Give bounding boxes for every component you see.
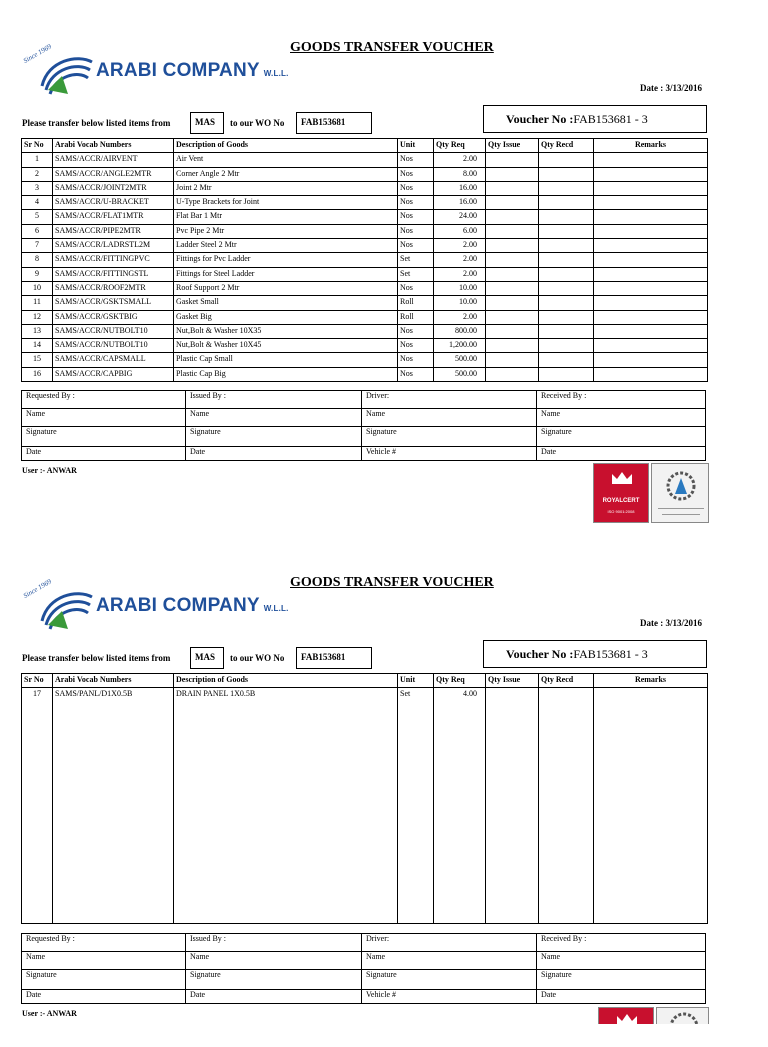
cell-vocab-number: SAMS/ACCR/NUTBOLT10: [53, 324, 174, 338]
cell-unit: Nos: [398, 196, 434, 210]
cell-remarks: [594, 339, 708, 353]
received-by-label: Received By :: [537, 934, 706, 952]
cell-remarks: [594, 196, 708, 210]
table-row: [22, 367, 708, 381]
voucher-date: Date : 3/13/2016: [640, 83, 702, 93]
cell-unit: Nos: [398, 224, 434, 238]
cell-qty-recd: [539, 153, 594, 167]
cell-qty-issue: [486, 688, 539, 924]
cell-description: U-Type Brackets for Joint: [174, 196, 398, 210]
col-sr-no: Sr No: [22, 139, 53, 153]
cell-vocab-number: SAMS/ACCR/GSKTBIG: [53, 310, 174, 324]
col-vocab-number: Arabi Vocab Numbers: [53, 139, 174, 153]
col-qty-req: Qty Req: [434, 139, 486, 153]
items-table: [21, 673, 708, 924]
cell-sr-no: 8: [22, 253, 53, 267]
cell-remarks: [594, 324, 708, 338]
cell-qty-issue: [486, 353, 539, 367]
accreditation-lines: [662, 514, 700, 515]
table-row: [22, 224, 708, 238]
cell-remarks: [594, 224, 708, 238]
table-row: [22, 210, 708, 224]
cell-qty-issue: [486, 196, 539, 210]
cell-description: Plastic Cap Small: [174, 353, 398, 367]
cell-remarks: [594, 210, 708, 224]
name-label: Name: [186, 409, 362, 427]
cell-sr-no: 11: [22, 296, 53, 310]
company-suffix: W.L.L.: [263, 604, 289, 613]
date-label: Date: [22, 447, 186, 461]
table-row: [22, 310, 708, 324]
table-row: [22, 688, 708, 924]
cell-qty-issue: [486, 181, 539, 195]
cell-sr-no: 4: [22, 196, 53, 210]
table-row: [22, 167, 708, 181]
signature-label: Signature: [22, 970, 186, 990]
cell-description: Fittings for Steel Ladder: [174, 267, 398, 281]
cell-qty-issue: [486, 367, 539, 381]
driver-label: Driver:: [362, 934, 537, 952]
cell-sr-no: 12: [22, 310, 53, 324]
cell-remarks: [594, 253, 708, 267]
signature-label: Signature: [362, 427, 537, 447]
cell-remarks: [594, 181, 708, 195]
cell-qty-issue: [486, 310, 539, 324]
cell-qty-issue: [486, 210, 539, 224]
cell-qty-recd: [539, 224, 594, 238]
since-tagline: Since 1969: [22, 577, 53, 600]
transfer-instruction: Please transfer below listed items from: [22, 118, 171, 128]
from-store-field: MAS: [190, 112, 224, 134]
cell-qty-recd: [539, 353, 594, 367]
cell-qty-recd: [539, 367, 594, 381]
issued-by-label: Issued By :: [186, 934, 362, 952]
col-remarks: Remarks: [594, 139, 708, 153]
cell-sr-no: 6: [22, 224, 53, 238]
cell-qty-recd: [539, 196, 594, 210]
table-header-row: [22, 139, 708, 153]
date-label: Date: [22, 990, 186, 1004]
cell-unit: Nos: [398, 167, 434, 181]
cell-qty-req: 6.00: [434, 224, 486, 238]
cell-qty-req: 16.00: [434, 196, 486, 210]
cell-description: Fittings for Pvc Ladder: [174, 253, 398, 267]
voucher-date: Date : 3/13/2016: [640, 618, 702, 628]
cell-qty-recd: [539, 210, 594, 224]
cell-vocab-number: SAMS/ACCR/LADRSTL2M: [53, 239, 174, 253]
iso-text: ISO 9001:2008: [607, 509, 635, 514]
name-label: Name: [537, 409, 706, 427]
cell-qty-req: 2.00: [434, 253, 486, 267]
cell-unit: Nos: [398, 367, 434, 381]
cell-qty-issue: [486, 224, 539, 238]
cell-unit: Set: [398, 688, 434, 924]
voucher-title: GOODS TRANSFER VOUCHER: [290, 575, 494, 590]
wo-label: to our WO No: [230, 118, 285, 128]
accreditation-badge: [656, 1007, 709, 1024]
col-description: Description of Goods: [174, 139, 398, 153]
cell-sr-no: 9: [22, 267, 53, 281]
cell-remarks: [594, 167, 708, 181]
cell-qty-recd: [539, 310, 594, 324]
table-row: [22, 353, 708, 367]
cell-sr-no: 13: [22, 324, 53, 338]
cell-vocab-number: SAMS/ACCR/U-BRACKET: [53, 196, 174, 210]
cell-qty-recd: [539, 296, 594, 310]
wo-number-field: FAB153681: [296, 647, 372, 669]
cell-vocab-number: SAMS/ACCR/AIRVENT: [53, 153, 174, 167]
cell-sr-no: 15: [22, 353, 53, 367]
table-row: [22, 153, 708, 167]
cell-remarks: [594, 296, 708, 310]
cell-remarks: [594, 239, 708, 253]
cell-unit: Set: [398, 253, 434, 267]
cell-description: Nut,Bolt & Washer 10X35: [174, 324, 398, 338]
cell-remarks: [594, 310, 708, 324]
cell-description: Ladder Steel 2 Mtr: [174, 239, 398, 253]
cell-description: Pvc Pipe 2 Mtr: [174, 224, 398, 238]
cell-unit: Nos: [398, 353, 434, 367]
cell-qty-issue: [486, 296, 539, 310]
col-qty-recd: Qty Recd: [539, 139, 594, 153]
cell-qty-recd: [539, 688, 594, 924]
voucher-page-2: [0, 535, 768, 1047]
col-qty-issue: Qty Issue: [486, 139, 539, 153]
cell-description: Air Vent: [174, 153, 398, 167]
company-logo-icon: [38, 50, 94, 98]
cell-vocab-number: SAMS/ACCR/GSKTSMALL: [53, 296, 174, 310]
cell-vocab-number: SAMS/ACCR/CAPBIG: [53, 367, 174, 381]
cell-qty-issue: [486, 239, 539, 253]
name-label: Name: [362, 409, 537, 427]
table-row: [22, 296, 708, 310]
items-table: [21, 138, 708, 382]
signature-label: Signature: [362, 970, 537, 990]
cell-unit: Nos: [398, 339, 434, 353]
cell-qty-req: 2.00: [434, 153, 486, 167]
cell-vocab-number: SAMS/ACCR/FITTINGSTL: [53, 267, 174, 281]
cell-qty-req: 1,200.00: [434, 339, 486, 353]
certification-badges: [593, 463, 709, 525]
cell-remarks: [594, 267, 708, 281]
company-name: ARABI COMPANY W.L.L.: [96, 60, 289, 81]
vehicle-label: Vehicle #: [362, 990, 537, 1004]
cell-qty-req: 2.00: [434, 239, 486, 253]
cell-vocab-number: SAMS/ACCR/FITTINGPVC: [53, 253, 174, 267]
user-label: User :- ANWAR: [22, 1009, 77, 1018]
cell-remarks: [594, 353, 708, 367]
received-by-label: Received By :: [537, 391, 706, 409]
cell-sr-no: 7: [22, 239, 53, 253]
col-qty-recd: Qty Recd: [539, 674, 594, 688]
cell-description: DRAIN PANEL 1X0.5B: [174, 688, 398, 924]
user-label: User :- ANWAR: [22, 466, 77, 475]
cell-vocab-number: SAMS/ACCR/PIPE2MTR: [53, 224, 174, 238]
cell-qty-issue: [486, 324, 539, 338]
cell-qty-issue: [486, 267, 539, 281]
col-unit: Unit: [398, 139, 434, 153]
cell-sr-no: 16: [22, 367, 53, 381]
signature-label: Signature: [537, 427, 706, 447]
voucher-page-1: [0, 0, 768, 512]
table-row: [22, 196, 708, 210]
table-row: [22, 253, 708, 267]
cell-remarks: [594, 367, 708, 381]
table-row: [22, 281, 708, 295]
royalcert-badge: [593, 463, 649, 523]
cell-qty-req: 800.00: [434, 324, 486, 338]
cell-qty-recd: [539, 253, 594, 267]
cell-unit: Roll: [398, 310, 434, 324]
cell-vocab-number: SAMS/ACCR/ROOF2MTR: [53, 281, 174, 295]
company-logo-icon: [38, 585, 94, 633]
signoff-table: [21, 390, 706, 461]
royalcert-badge: [598, 1007, 654, 1024]
cell-qty-recd: [539, 339, 594, 353]
cell-qty-recd: [539, 324, 594, 338]
cell-sr-no: 10: [22, 281, 53, 295]
cell-vocab-number: SAMS/ACCR/ANGLE2MTR: [53, 167, 174, 181]
table-row: [22, 181, 708, 195]
signature-label: Signature: [537, 970, 706, 990]
cell-qty-recd: [539, 281, 594, 295]
cell-description: Gasket Big: [174, 310, 398, 324]
cell-qty-req: 500.00: [434, 367, 486, 381]
cell-qty-recd: [539, 181, 594, 195]
table-row: [22, 324, 708, 338]
cell-qty-recd: [539, 167, 594, 181]
cell-unit: Nos: [398, 153, 434, 167]
cell-qty-recd: [539, 239, 594, 253]
cell-unit: Nos: [398, 324, 434, 338]
signature-label: Signature: [186, 427, 362, 447]
cell-unit: Nos: [398, 239, 434, 253]
cell-qty-req: 16.00: [434, 181, 486, 195]
from-store-field: MAS: [190, 647, 224, 669]
cell-qty-issue: [486, 339, 539, 353]
crown-icon: [615, 1012, 639, 1024]
cell-qty-issue: [486, 153, 539, 167]
cell-sr-no: 3: [22, 181, 53, 195]
date-label: Date: [186, 990, 362, 1004]
cell-qty-req: 2.00: [434, 310, 486, 324]
voucher-number-box: Voucher No :FAB153681 - 3: [483, 105, 707, 133]
col-vocab-number: Arabi Vocab Numbers: [53, 674, 174, 688]
voucher-title: GOODS TRANSFER VOUCHER: [290, 40, 494, 55]
cell-sr-no: 2: [22, 167, 53, 181]
name-label: Name: [537, 952, 706, 970]
requested-by-label: Requested By :: [22, 934, 186, 952]
name-label: Name: [22, 409, 186, 427]
cell-qty-req: 10.00: [434, 296, 486, 310]
cell-vocab-number: SAMS/ACCR/CAPSMALL: [53, 353, 174, 367]
cell-qty-issue: [486, 253, 539, 267]
cell-description: Plastic Cap Big: [174, 367, 398, 381]
since-tagline: Since 1969: [22, 42, 53, 65]
date-label: Date: [186, 447, 362, 461]
driver-label: Driver:: [362, 391, 537, 409]
signoff-table: [21, 933, 706, 1004]
cell-qty-req: 24.00: [434, 210, 486, 224]
table-row: [22, 239, 708, 253]
accreditation-lines: [658, 508, 704, 509]
col-description: Description of Goods: [174, 674, 398, 688]
cell-description: Corner Angle 2 Mtr: [174, 167, 398, 181]
cell-description: Nut,Bolt & Washer 10X45: [174, 339, 398, 353]
royalcert-text: ROYALCERT: [602, 498, 640, 504]
cell-sr-no: 14: [22, 339, 53, 353]
name-label: Name: [362, 952, 537, 970]
crown-icon: [610, 470, 634, 486]
accreditation-badge: [651, 463, 709, 523]
accreditation-icon: [668, 1011, 700, 1024]
signature-label: Signature: [22, 427, 186, 447]
wo-number-field: FAB153681: [296, 112, 372, 134]
cell-description: Flat Bar 1 Mtr: [174, 210, 398, 224]
table-row: [22, 339, 708, 353]
wo-label: to our WO No: [230, 653, 285, 663]
certification-badges: [593, 1007, 709, 1024]
cell-qty-req: 500.00: [434, 353, 486, 367]
signature-label: Signature: [186, 970, 362, 990]
cell-sr-no: 1: [22, 153, 53, 167]
transfer-instruction: Please transfer below listed items from: [22, 653, 171, 663]
cell-qty-issue: [486, 281, 539, 295]
requested-by-label: Requested By :: [22, 391, 186, 409]
company-suffix: W.L.L.: [263, 69, 289, 78]
cell-unit: Set: [398, 267, 434, 281]
cell-sr-no: 5: [22, 210, 53, 224]
cell-remarks: [594, 281, 708, 295]
cell-qty-recd: [539, 267, 594, 281]
name-label: Name: [22, 952, 186, 970]
cell-unit: Nos: [398, 281, 434, 295]
cell-vocab-number: SAMS/ACCR/JOINT2MTR: [53, 181, 174, 195]
col-qty-issue: Qty Issue: [486, 674, 539, 688]
date-label: Date: [537, 990, 706, 1004]
cell-vocab-number: SAMS/PANL/D1X0.5B: [53, 688, 174, 924]
col-remarks: Remarks: [594, 674, 708, 688]
name-label: Name: [186, 952, 362, 970]
cell-qty-req: 2.00: [434, 267, 486, 281]
cell-unit: Nos: [398, 210, 434, 224]
cell-vocab-number: SAMS/ACCR/NUTBOLT10: [53, 339, 174, 353]
cell-qty-req: 10.00: [434, 281, 486, 295]
cell-description: Joint 2 Mtr: [174, 181, 398, 195]
col-qty-req: Qty Req: [434, 674, 486, 688]
col-sr-no: Sr No: [22, 674, 53, 688]
table-header-row: [22, 674, 708, 688]
cell-remarks: [594, 688, 708, 924]
accreditation-icon: [665, 470, 697, 502]
vehicle-label: Vehicle #: [362, 447, 537, 461]
date-label: Date: [537, 447, 706, 461]
col-unit: Unit: [398, 674, 434, 688]
issued-by-label: Issued By :: [186, 391, 362, 409]
cell-qty-req: 8.00: [434, 167, 486, 181]
cell-unit: Roll: [398, 296, 434, 310]
cell-vocab-number: SAMS/ACCR/FLAT1MTR: [53, 210, 174, 224]
cell-description: Roof Support 2 Mtr: [174, 281, 398, 295]
company-name: ARABI COMPANY W.L.L.: [96, 595, 289, 616]
cell-qty-req: 4.00: [434, 688, 486, 924]
cell-description: Gasket Small: [174, 296, 398, 310]
voucher-number-box: Voucher No :FAB153681 - 3: [483, 640, 707, 668]
table-row: [22, 267, 708, 281]
cell-unit: Nos: [398, 181, 434, 195]
cell-remarks: [594, 153, 708, 167]
cell-sr-no: 17: [22, 688, 53, 924]
cell-qty-issue: [486, 167, 539, 181]
